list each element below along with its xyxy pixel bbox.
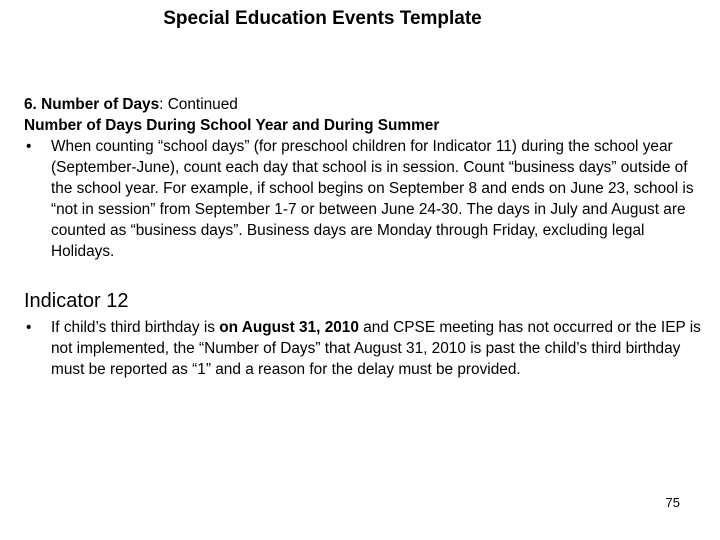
section-heading: [24, 94, 714, 115]
section-heading-bold: 6. Number of Days: [24, 96, 160, 113]
bullet-icon: •: [26, 319, 32, 336]
bullet-item: [24, 317, 714, 380]
bullet-text-start: If child’s third birthday is: [51, 319, 220, 336]
bullet-text-date: on August 31, 2010: [219, 319, 359, 336]
bullet-item: [24, 136, 714, 262]
bullet-text-end: and CPSE meeting has not occurred or the IEP is not implemented, the “Number of Days” that August 31, 2010 is past the child’s third birthday must be reported as “1” and a reason for the delay must be provided.: [51, 319, 701, 378]
section-subheading: Number of Days During School Year and During Summer: [24, 117, 440, 134]
indicator-12-section: [24, 317, 714, 380]
bullet-text: When counting “school days” (for preschool children for Indicator 11) during the school year (September-June), count each day that school is in session. Count “business days” outside of the school year. For example, if school begins on September 8 and ends on June 23, school is “not in session” from September 1-7 or between June 24-30. The days in July and August are counted as “business days”. Business days are Monday through Friday, excluding legal Holidays.: [51, 138, 694, 260]
bullet-text: [51, 317, 701, 380]
bullet-icon: •: [26, 138, 32, 155]
page-title: Special Education Events Template: [163, 8, 482, 29]
indicator-heading: Indicator 12: [24, 290, 129, 312]
section-heading-continued: : Continued: [159, 96, 238, 113]
page-number: 75: [665, 495, 680, 510]
number-of-days-section: [24, 94, 714, 262]
